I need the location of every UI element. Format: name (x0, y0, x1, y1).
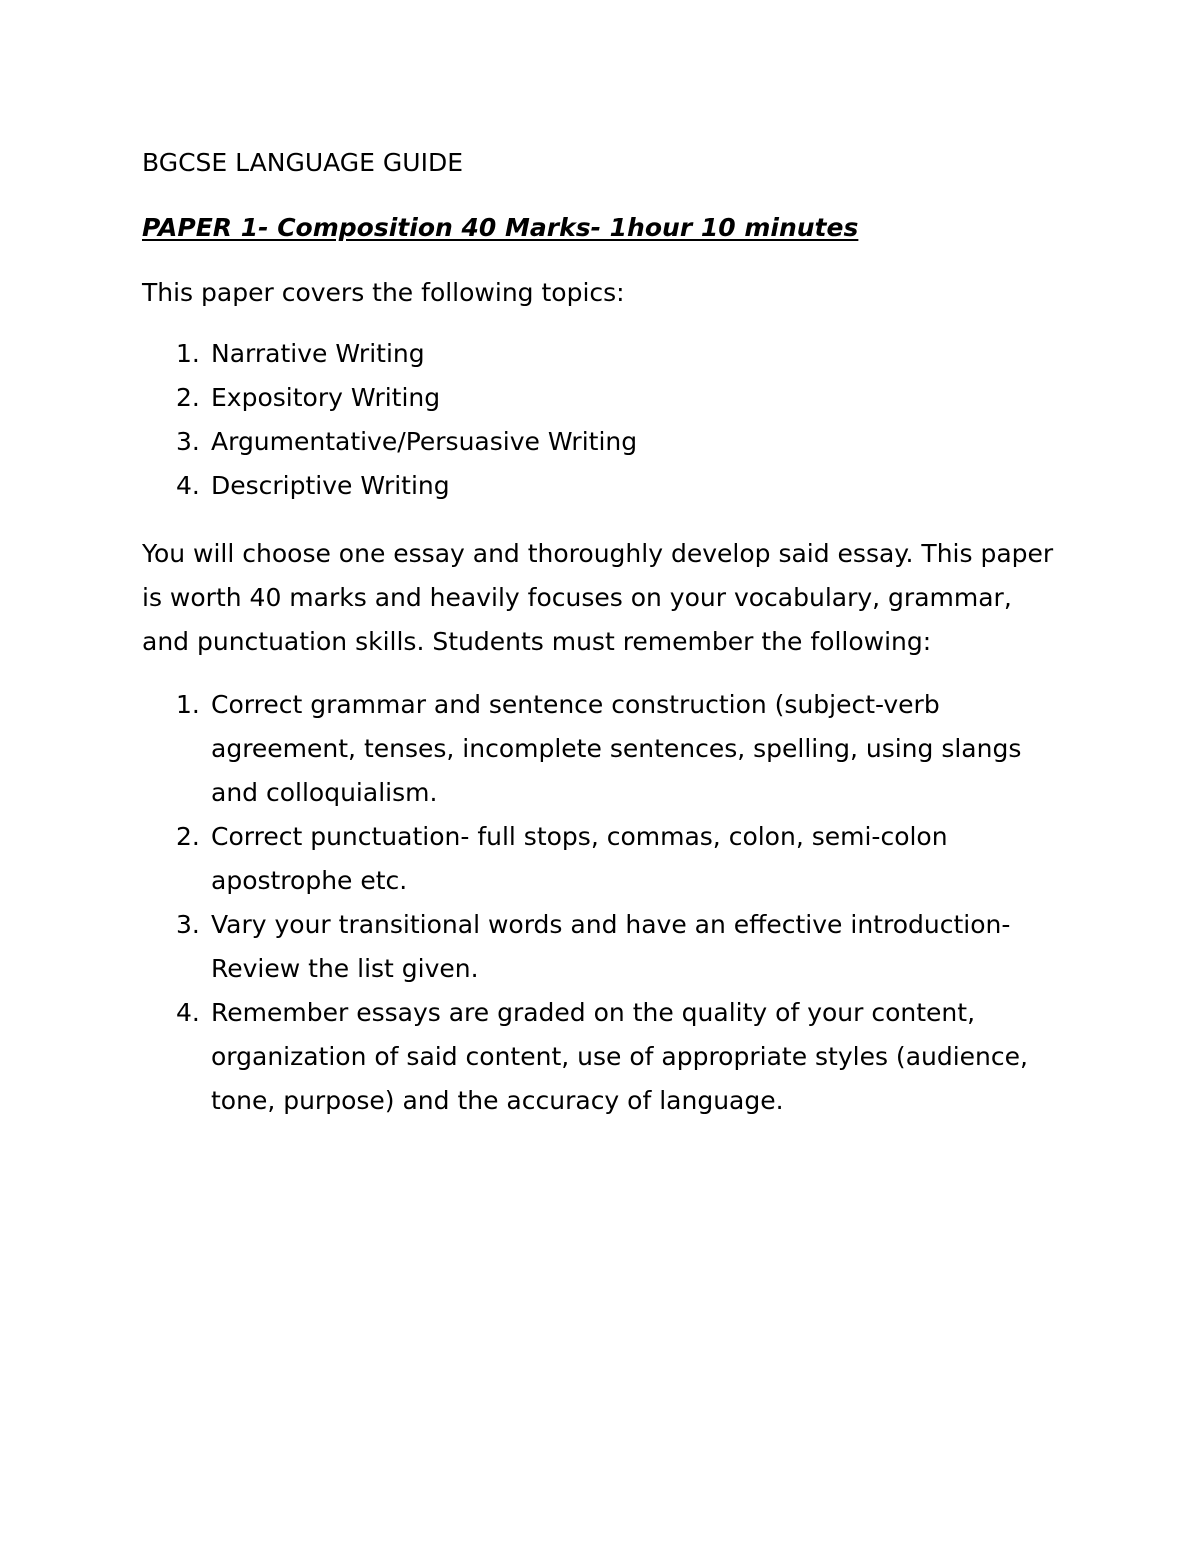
rule-line: agreement, tenses, incomplete sentences, spelling, using slangs (211, 734, 1022, 763)
topic-label: Argumentative/Persuasive Writing (211, 427, 638, 456)
paragraph-line: and punctuation skills. Students must remember the following: (142, 627, 932, 656)
rule-line: organization of said content, use of appropriate styles (audience, (211, 1042, 1028, 1071)
topic-item (142, 337, 1072, 381)
list-number: 4. (176, 998, 200, 1027)
document-title: BGCSE LANGUAGE GUIDE (142, 148, 463, 177)
rule-line: Correct grammar and sentence construction (subject-verb (211, 690, 940, 719)
topic-item (142, 469, 1072, 513)
list-number: 2. (176, 822, 200, 851)
topics-list (142, 337, 1072, 513)
body-paragraph (142, 532, 1072, 664)
list-number: 2. (176, 383, 200, 412)
topic-item (142, 425, 1072, 469)
list-number: 3. (176, 910, 200, 939)
topic-item (142, 381, 1072, 425)
topic-label: Expository Writing (211, 383, 441, 412)
rule-line: Remember essays are graded on the quality of your content, (211, 998, 976, 1027)
list-number: 1. (176, 339, 200, 368)
list-number: 4. (176, 471, 200, 500)
rule-item (142, 991, 1072, 1123)
rule-line: Vary your transitional words and have an effective introduction- (211, 910, 1011, 939)
paragraph-line: You will choose one essay and thoroughly develop said essay. This paper (142, 539, 1054, 568)
list-number: 3. (176, 427, 200, 456)
paper-heading: PAPER 1- Composition 40 Marks- 1hour 10 minutes (142, 213, 859, 242)
list-number: 1. (176, 690, 200, 719)
rule-item (142, 903, 1072, 991)
topic-label: Descriptive Writing (211, 471, 450, 500)
rule-line: Correct punctuation- full stops, commas, colon, semi-colon (211, 822, 948, 851)
rules-list (142, 683, 1072, 1123)
rule-line: and colloquialism. (211, 778, 438, 807)
paragraph-line: is worth 40 marks and heavily focuses on your vocabulary, grammar, (142, 583, 1012, 612)
rule-item (142, 815, 1072, 903)
rule-item (142, 683, 1072, 815)
rule-line: apostrophe etc. (211, 866, 408, 895)
rule-line: tone, purpose) and the accuracy of language. (211, 1086, 784, 1115)
intro-text: This paper covers the following topics: (142, 278, 625, 307)
rule-line: Review the list given. (211, 954, 479, 983)
topic-label: Narrative Writing (211, 339, 425, 368)
